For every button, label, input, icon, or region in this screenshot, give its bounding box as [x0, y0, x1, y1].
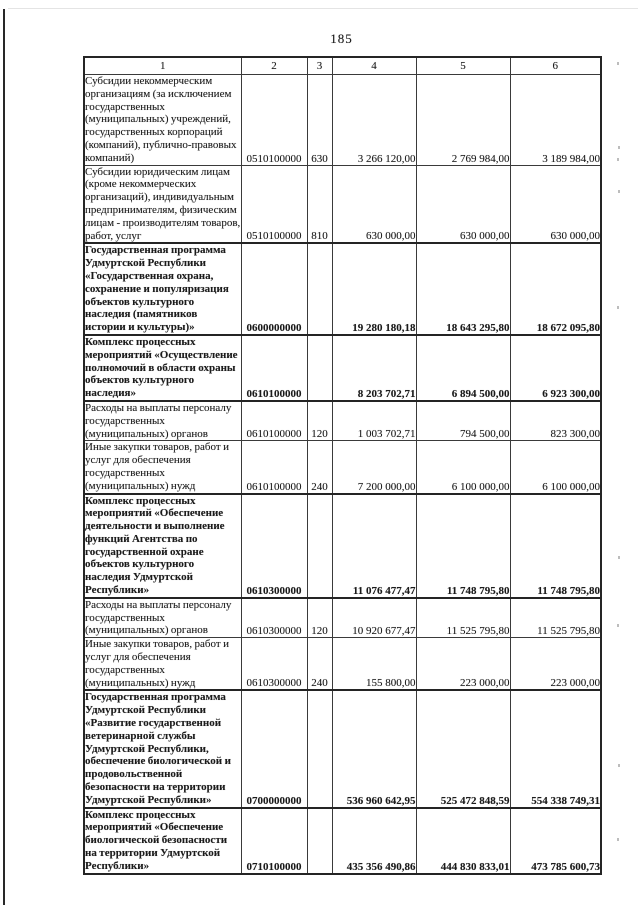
row-code: 0610100000 [241, 441, 307, 494]
column-header-5: 5 [416, 57, 510, 75]
row-code: 0510100000 [241, 165, 307, 243]
scan-speck [617, 306, 619, 309]
row-expense-type: 120 [307, 401, 332, 441]
row-name: Государственная программа Удмуртской Республики «Развитие государственной ветеринарной службы Удмуртской Республики, обеспечение биологической и продовольственной безопасности на территории Удмуртской Республики» [84, 690, 241, 807]
row-amount-col5: 6 100 000,00 [416, 441, 510, 494]
table-row-complex [84, 335, 601, 401]
row-amount-col6: 3 189 984,00 [510, 75, 601, 166]
row-amount-col5: 11 525 795,80 [416, 598, 510, 638]
row-name: Комплекс процессных мероприятий «Осуществление полномочий в области охраны объектов культурного наследия» [84, 335, 241, 401]
row-amount-col5: 223 000,00 [416, 638, 510, 691]
scan-speck [617, 158, 619, 161]
row-name: Комплекс процессных мероприятий «Обеспечение биологической безопасности на территории Удмуртской Республики» [84, 808, 241, 874]
column-header-2: 2 [241, 57, 307, 75]
row-code: 0610100000 [241, 335, 307, 401]
row-amount-col6: 11 748 795,80 [510, 494, 601, 598]
row-amount-col5: 2 769 984,00 [416, 75, 510, 166]
row-amount-col4: 536 960 642,95 [332, 690, 416, 807]
row-name: Иные закупки товаров, работ и услуг для обеспечения государственных (муниципальных) нужд [84, 441, 241, 494]
column-header-3: 3 [307, 57, 332, 75]
row-amount-col5: 794 500,00 [416, 401, 510, 441]
row-amount-col6: 18 672 095,80 [510, 243, 601, 335]
row-amount-col4: 435 356 490,86 [332, 808, 416, 874]
table-row-program [84, 243, 601, 335]
row-code: 0610300000 [241, 494, 307, 598]
budget-table [83, 56, 602, 875]
row-name: Комплекс процессных мероприятий «Обеспечение деятельности и выполнение функций Агентства по государственной охране объектов культурного наследия Удмуртской Республики» [84, 494, 241, 598]
table-header-row [84, 57, 601, 75]
row-amount-col5: 630 000,00 [416, 165, 510, 243]
row-code: 0610100000 [241, 401, 307, 441]
row-expense-type: 810 [307, 165, 332, 243]
row-name: Расходы на выплаты персоналу государственных (муниципальных) органов [84, 401, 241, 441]
row-amount-col4: 155 800,00 [332, 638, 416, 691]
row-amount-col6: 630 000,00 [510, 165, 601, 243]
row-amount-col5: 18 643 295,80 [416, 243, 510, 335]
row-code: 0600000000 [241, 243, 307, 335]
column-header-1: 1 [84, 57, 241, 75]
row-expense-type [307, 690, 332, 807]
scan-speck [617, 624, 619, 627]
scan-speck [618, 556, 620, 559]
table-row [84, 401, 601, 441]
row-amount-col5: 11 748 795,80 [416, 494, 510, 598]
row-name: Государственная программа Удмуртской Республики «Государственная охрана, сохранение и популяризация объектов культурного наследия (памятников истории и культуры)» [84, 243, 241, 335]
row-amount-col6: 554 338 749,31 [510, 690, 601, 807]
scan-speck [617, 838, 619, 841]
row-amount-col4: 3 266 120,00 [332, 75, 416, 166]
row-amount-col6: 473 785 600,73 [510, 808, 601, 874]
row-expense-type [307, 494, 332, 598]
row-amount-col4: 7 200 000,00 [332, 441, 416, 494]
row-amount-col5: 6 894 500,00 [416, 335, 510, 401]
scan-artifact-top-line [8, 8, 638, 9]
row-expense-type [307, 808, 332, 874]
row-code: 0610300000 [241, 638, 307, 691]
row-name: Расходы на выплаты персоналу государственных (муниципальных) органов [84, 598, 241, 638]
page-number: 185 [330, 31, 353, 46]
row-amount-col5: 525 472 848,59 [416, 690, 510, 807]
scan-speck [618, 190, 620, 193]
row-expense-type [307, 335, 332, 401]
row-expense-type: 240 [307, 638, 332, 691]
row-code: 0510100000 [241, 75, 307, 166]
scan-edge-line [3, 9, 5, 905]
row-expense-type: 120 [307, 598, 332, 638]
row-amount-col4: 8 203 702,71 [332, 335, 416, 401]
column-header-6: 6 [510, 57, 601, 75]
table-row [84, 75, 601, 166]
scan-speck [618, 764, 620, 767]
row-name: Субсидии юридическим лицам (кроме некоммерческих организаций), индивидуальным предпринимателям, физическим лицам - производителям товаров, работ, услуг [85, 165, 241, 242]
row-expense-type: 630 [307, 75, 332, 166]
scan-speck [617, 62, 619, 65]
row-expense-type: 240 [307, 441, 332, 494]
table-row [84, 598, 601, 638]
table-row-complex [84, 494, 601, 598]
table-row [84, 638, 601, 691]
row-amount-col6: 11 525 795,80 [510, 598, 601, 638]
row-amount-col4: 630 000,00 [332, 165, 416, 243]
column-header-4: 4 [332, 57, 416, 75]
row-expense-type [307, 243, 332, 335]
row-amount-col6: 6 923 300,00 [510, 335, 601, 401]
row-amount-col4: 10 920 677,47 [332, 598, 416, 638]
row-amount-col5: 444 830 833,01 [416, 808, 510, 874]
row-name: Субсидии некоммерческим организациям (за исключением государственных (муниципальных) учреждений, государственных корпораций (компаний), публично-правовых компаний) [84, 75, 241, 166]
table-row-complex [84, 808, 601, 874]
row-amount-col4: 11 076 477,47 [332, 494, 416, 598]
row-amount-col6: 223 000,00 [510, 638, 601, 691]
row-amount-col4: 1 003 702,71 [332, 401, 416, 441]
scan-speck [618, 146, 620, 149]
table-row [84, 441, 601, 494]
row-code: 0610300000 [241, 598, 307, 638]
row-name: Иные закупки товаров, работ и услуг для обеспечения государственных (муниципальных) нужд [84, 638, 241, 691]
table-row-program [84, 690, 601, 807]
row-code: 0710100000 [241, 808, 307, 874]
row-amount-col4: 19 280 180,18 [332, 243, 416, 335]
row-code: 0700000000 [241, 690, 307, 807]
table-row [84, 165, 601, 243]
row-amount-col6: 6 100 000,00 [510, 441, 601, 494]
row-amount-col6: 823 300,00 [510, 401, 601, 441]
